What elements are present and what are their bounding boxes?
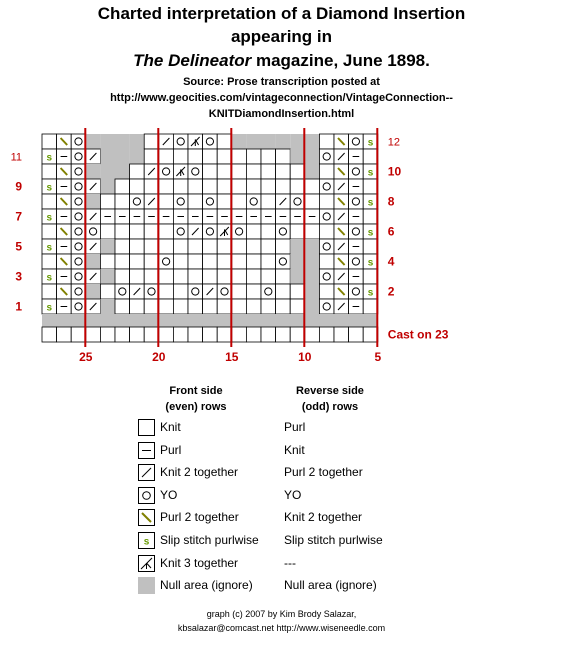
chart-cell-r9-c1-symbol: s [46, 182, 53, 194]
chart-cell-r8-c6 [115, 194, 130, 209]
chart-cell-r1-c16 [261, 299, 276, 314]
chart-cell-r12-c8 [144, 134, 159, 149]
chart-cell-r6-c5 [100, 224, 115, 239]
chart-cell-r4-c17 [276, 254, 291, 269]
chart-cell-r4-c9 [159, 254, 174, 269]
chart-cell-r9-c7 [130, 179, 145, 194]
chart-cell-r2-c5 [100, 284, 115, 299]
chart-cell-r2-c11 [188, 284, 203, 299]
legend-front-label: YO [160, 487, 178, 502]
chart-cell-r4-c10 [173, 254, 188, 269]
chart-cell-r10-c6 [115, 164, 130, 179]
chart-cell-r1-c6 [115, 299, 130, 314]
title-line-3-rest: magazine, June 1898. [251, 51, 430, 70]
chart-cell-r5-c19 [305, 239, 320, 254]
chart-cell-r2-c10 [173, 284, 188, 299]
legend-front-label: Knit 2 together [160, 465, 239, 480]
cast-on-cell-18 [290, 327, 305, 342]
chart-cell-r6-c20 [319, 224, 334, 239]
legend-header-reverse: Reverse side (odd) rows [296, 385, 364, 413]
legend-front-label: Knit [160, 420, 181, 434]
chart-cell-r8-c19 [305, 194, 320, 209]
chart-cell-r10-c23-symbol: s [367, 167, 374, 179]
row-label-3: 3 [15, 269, 22, 284]
chart-cell-r9-c6 [115, 179, 130, 194]
legend-header-front: Front side (even) rows [165, 385, 227, 413]
chart-cell-r6-c19 [305, 224, 320, 239]
chart-cell-r2-c16 [261, 284, 276, 299]
legend-reverse-label: YO [284, 487, 302, 502]
chart-cell-r2-c6 [115, 284, 130, 299]
title-line-2: appearing in [230, 27, 333, 46]
chart-cell-r8-c13 [217, 194, 232, 209]
chart-cell-r10-c13 [217, 164, 232, 179]
chart-cell-r5-c7 [130, 239, 145, 254]
legend-front-label: Purl [160, 442, 182, 457]
chart-cell-r2-c3 [71, 284, 86, 299]
chart-cell-r1-c9 [159, 299, 174, 314]
legend-symbol-p-icon [138, 442, 155, 459]
legend-front-label: Purl 2 together [160, 510, 239, 525]
chart-cell-r3-c15 [246, 269, 261, 284]
chart-cell-r9-c23 [363, 179, 378, 194]
chart-cell-r3-c1-symbol: s [46, 272, 53, 284]
chart-cell-r6-c22 [349, 224, 364, 239]
chart-cell-r12-c4 [86, 134, 101, 149]
chart-cell-r10-c18 [290, 164, 305, 179]
title-line-1: Charted interpretation of a Diamond Insertion [97, 4, 466, 23]
row-label-6: 6 [387, 224, 395, 239]
chart-cell-r10-c4 [86, 164, 101, 179]
chart-cell-r1-c7 [130, 299, 145, 314]
chart-cell-r4-c7 [130, 254, 145, 269]
chart-cell-r12-c3 [71, 134, 86, 149]
chart-cell-r4-c14 [232, 254, 247, 269]
chart-cell-r5-c11 [188, 239, 203, 254]
chart-cell-r11-c16 [261, 149, 276, 164]
chart-cell-r8-c12 [203, 194, 218, 209]
chart-cell-r3-c14 [232, 269, 247, 284]
chart-cell-r9-c19 [305, 179, 320, 194]
chart-cell-r6-c1 [42, 224, 57, 239]
chart-cell-r6-c12 [203, 224, 218, 239]
chart-cell-r1-c5 [100, 299, 115, 314]
chart-cell-r8-c7 [130, 194, 145, 209]
chart-cell-r8-c10 [173, 194, 188, 209]
chart-cell-r5-c14 [232, 239, 247, 254]
chart-cell-r8-c18 [290, 194, 305, 209]
cast-on-cell-1 [42, 327, 57, 342]
chart-cell-r11-c6 [115, 149, 130, 164]
svg-text:s: s [143, 536, 150, 548]
chart-cell-r3-c20 [319, 269, 334, 284]
chart-cell-r11-c7 [130, 149, 145, 164]
chart-cell-r10-c9 [159, 164, 174, 179]
chart-cell-r1-c19 [305, 299, 320, 314]
legend-symbol-o-icon [138, 487, 155, 504]
chart-cell-r12-c5 [100, 134, 115, 149]
chart-cell-r3-c23 [363, 269, 378, 284]
cast-on-cell-23 [363, 327, 378, 342]
chart-cell-r12-c16 [261, 134, 276, 149]
chart-cell-r9-c8 [144, 179, 159, 194]
chart-cell-r4-c11 [188, 254, 203, 269]
chart-cell-r4-c13 [217, 254, 232, 269]
chart-cell-r3-c5 [100, 269, 115, 284]
cast-on-cell-21 [334, 327, 349, 342]
row-label-10: 10 [387, 164, 402, 179]
chart-cell-r8-c15 [246, 194, 261, 209]
chart-cell-r5-c18 [290, 239, 305, 254]
chart-cell-r10-c14 [232, 164, 247, 179]
chart-cell-r8-c11 [188, 194, 203, 209]
chart-cell-r4-c16 [261, 254, 276, 269]
chart-cell-r12-c12 [203, 134, 218, 149]
chart-cell-r3-c13 [217, 269, 232, 284]
chart-cell-r9-c18 [290, 179, 305, 194]
chart-cell-r2-c1 [42, 284, 57, 299]
cast-on-cell-9 [159, 327, 174, 342]
chart-cell-r3-c17 [276, 269, 291, 284]
chart-cell-r11-c5 [100, 149, 115, 164]
chart-cell-r11-c20 [319, 149, 334, 164]
row-label-4: 4 [387, 254, 395, 269]
chart-cell-r4-c20 [319, 254, 334, 269]
footer-copyright: graph (c) 2007 by Kim Brody Salazar, [206, 609, 357, 619]
chart-cell-r1-c18 [290, 299, 305, 314]
chart-cell-r10-c17 [276, 164, 291, 179]
chart-cell-r11-c15 [246, 149, 261, 164]
chart-cell-r11-c14 [232, 149, 247, 164]
null-band [42, 314, 378, 327]
legend-symbol-s-icon [138, 532, 155, 549]
chart-cell-r5-c23 [363, 239, 378, 254]
chart-cell-r7-c1-symbol: s [46, 212, 53, 224]
chart-cell-r12-c14 [232, 134, 247, 149]
cast-on-cell-8 [144, 327, 159, 342]
chart-cell-r2-c13 [217, 284, 232, 299]
chart-cell-r6-c8 [144, 224, 159, 239]
column-label-15: 15 [225, 350, 239, 364]
row-label-12: 12 [387, 136, 401, 149]
chart-cell-r11-c9 [159, 149, 174, 164]
footer-contact[interactable]: kbsalazar@comcast.net http://www.wiseneedle.com [177, 623, 386, 633]
cast-on-cell-15 [246, 327, 261, 342]
chart-cell-r10-c1 [42, 164, 57, 179]
cast-on-cell-13 [217, 327, 232, 342]
legend-reverse-label: Knit [284, 442, 305, 457]
chart-cell-r12-c18 [290, 134, 305, 149]
cast-on-cell-5 [100, 327, 115, 342]
cast-on-cell-19 [305, 327, 320, 342]
cast-on-cell-6 [115, 327, 130, 342]
chart-cell-r11-c17 [276, 149, 291, 164]
chart-cell-r4-c18 [290, 254, 305, 269]
chart-cell-r3-c8 [144, 269, 159, 284]
chart-cell-r5-c6 [115, 239, 130, 254]
chart-cell-r6-c6 [115, 224, 130, 239]
row-label-2: 2 [387, 284, 395, 299]
chart-cell-r5-c13 [217, 239, 232, 254]
chart-cell-r1-c15 [246, 299, 261, 314]
cast-on-cell-11 [188, 327, 203, 342]
chart-cell-r9-c9 [159, 179, 174, 194]
chart-cell-r9-c13 [217, 179, 232, 194]
chart-cell-r6-c23-symbol: s [367, 227, 374, 239]
chart-cell-r7-c20 [319, 209, 334, 224]
chart-cell-r8-c20 [319, 194, 334, 209]
chart-cell-r2-c14 [232, 284, 247, 299]
chart-cell-r3-c11 [188, 269, 203, 284]
chart-cell-r7-c3 [71, 209, 86, 224]
chart-cell-r4-c1 [42, 254, 57, 269]
chart-cell-r10-c12 [203, 164, 218, 179]
chart-cell-r1-c14 [232, 299, 247, 314]
chart-cell-r1-c13 [217, 299, 232, 314]
chart-cell-r4-c6 [115, 254, 130, 269]
chart-cell-r2-c17 [276, 284, 291, 299]
chart-cell-r8-c9 [159, 194, 174, 209]
row-label-9: 9 [15, 179, 22, 194]
legend-symbol-p2tog-icon [138, 509, 155, 526]
chart-cell-r8-c16 [261, 194, 276, 209]
chart-cell-r11-c12 [203, 149, 218, 164]
chart-cell-r4-c22 [349, 254, 364, 269]
chart-cell-r10-c20 [319, 164, 334, 179]
legend-reverse-label: Null area (ignore) [284, 578, 377, 593]
chart-cell-r6-c7 [130, 224, 145, 239]
chart-cell-r1-c12 [203, 299, 218, 314]
chart-cell-r1-c3 [71, 299, 86, 314]
chart-cell-r12-c20 [319, 134, 334, 149]
column-label-25: 25 [79, 350, 93, 364]
chart-cell-r4-c4 [86, 254, 101, 269]
chart-cell-r2-c4 [86, 284, 101, 299]
row-label-11: 11 [10, 151, 22, 164]
chart-cell-r5-c9 [159, 239, 174, 254]
legend-symbol-k2tog-icon [138, 464, 155, 481]
chart-cell-r2-c18 [290, 284, 305, 299]
chart-cell-r9-c14 [232, 179, 247, 194]
chart-cell-r1-c23 [363, 299, 378, 314]
chart-cell-r11-c8 [144, 149, 159, 164]
chart-cell-r2-c20 [319, 284, 334, 299]
chart-cell-r9-c5 [100, 179, 115, 194]
legend-reverse-label: Slip stitch purlwise [284, 533, 383, 547]
chart-cell-r2-c23-symbol: s [367, 287, 374, 299]
chart-cell-r10-c16 [261, 164, 276, 179]
chart-cell-r8-c14 [232, 194, 247, 209]
chart-cell-r6-c17 [276, 224, 291, 239]
chart-cell-r3-c3 [71, 269, 86, 284]
chart-cell-r8-c3 [71, 194, 86, 209]
chart-cell-r11-c3 [71, 149, 86, 164]
chart-cell-r10-c22 [349, 164, 364, 179]
chart-cell-r12-c1 [42, 134, 57, 149]
chart-cell-r9-c11 [188, 179, 203, 194]
chart-cell-r12-c7 [130, 134, 145, 149]
legend-symbol-N-icon [138, 577, 155, 594]
chart-cell-r3-c9 [159, 269, 174, 284]
cast-on-cell-12 [203, 327, 218, 342]
column-label-10: 10 [298, 350, 312, 364]
chart-cell-r12-c13 [217, 134, 232, 149]
legend-symbol-k3tog-icon [138, 555, 155, 572]
cast-on-cell-14 [232, 327, 247, 342]
chart-cell-r11-c13 [217, 149, 232, 164]
chart-cell-r5-c8 [144, 239, 159, 254]
chart-cell-r1-c8 [144, 299, 159, 314]
chart-cell-r3-c7 [130, 269, 145, 284]
cast-on-cell-2 [57, 327, 72, 342]
legend-reverse-label: Knit 2 together [284, 510, 363, 525]
chart-cell-r5-c3 [71, 239, 86, 254]
chart-cell-r2-c9 [159, 284, 174, 299]
chart-cell-r3-c12 [203, 269, 218, 284]
chart-cell-r2-c8 [144, 284, 159, 299]
chart-cell-r8-c1 [42, 194, 57, 209]
legend-symbol-k-icon [138, 419, 155, 436]
source-url-line-2[interactable]: KNITDiamondInsertion.html [208, 108, 355, 120]
chart-cell-r9-c10 [173, 179, 188, 194]
chart-cell-r6-c14 [232, 224, 247, 239]
source-line-1: Source: Prose transcription posted at [183, 76, 380, 88]
chart-cell-r8-c5 [100, 194, 115, 209]
row-label-8: 8 [387, 194, 395, 209]
legend-front-label: Slip stitch purlwise [160, 533, 259, 547]
chart-cell-r9-c3 [71, 179, 86, 194]
chart-cell-r11-c11 [188, 149, 203, 164]
chart-cell-r5-c12 [203, 239, 218, 254]
chart-cell-r11-c23 [363, 149, 378, 164]
legend-reverse-label: --- [284, 555, 296, 570]
chart-cell-r2-c22 [349, 284, 364, 299]
cast-on-cell-4 [86, 327, 101, 342]
chart-cell-r12-c23-symbol: s [367, 137, 374, 149]
chart-cell-r6-c9 [159, 224, 174, 239]
chart-cell-r6-c3 [71, 224, 86, 239]
chart-cell-r5-c16 [261, 239, 276, 254]
cast-on-cell-3 [71, 327, 86, 342]
chart-cell-r9-c20 [319, 179, 334, 194]
chart-cell-r10-c5 [100, 164, 115, 179]
chart-cell-r3-c16 [261, 269, 276, 284]
chart-cell-r1-c10 [173, 299, 188, 314]
chart-cell-r6-c15 [246, 224, 261, 239]
source-url-line-1[interactable]: http://www.geocities.com/vintageconnection/VintageConnection-- [110, 92, 453, 104]
chart-cell-r5-c10 [173, 239, 188, 254]
cast-on-cell-7 [130, 327, 145, 342]
chart-cell-r3-c19 [305, 269, 320, 284]
chart-cell-r8-c4 [86, 194, 101, 209]
column-label-5: 5 [374, 350, 382, 364]
legend-front-label: Knit 3 together [160, 555, 239, 570]
chart-cell-r9-c15 [246, 179, 261, 194]
chart-cell-r5-c5 [100, 239, 115, 254]
chart-cell-r4-c19 [305, 254, 320, 269]
row-label-1: 1 [15, 299, 22, 314]
chart-cell-r10-c15 [246, 164, 261, 179]
chart-cell-r5-c20 [319, 239, 334, 254]
chart-cell-r3-c10 [173, 269, 188, 284]
column-label-20: 20 [152, 350, 166, 364]
chart-cell-r6-c10 [173, 224, 188, 239]
chart-cell-r1-c11 [188, 299, 203, 314]
chart-cell-r5-c17 [276, 239, 291, 254]
chart-cell-r11-c18 [290, 149, 305, 164]
chart-cell-r1-c1-symbol: s [46, 302, 53, 314]
chart-cell-r3-c6 [115, 269, 130, 284]
row-label-7: 7 [15, 209, 22, 224]
chart-cell-r8-c22 [349, 194, 364, 209]
cast-on-cell-16 [261, 327, 276, 342]
chart-cell-r4-c15 [246, 254, 261, 269]
chart-cell-r7-c23 [363, 209, 378, 224]
row-label-5: 5 [15, 239, 22, 254]
chart-cell-r11-c10 [173, 149, 188, 164]
chart-cell-r4-c3 [71, 254, 86, 269]
chart-cell-r12-c15 [246, 134, 261, 149]
chart-cell-r10-c19 [305, 164, 320, 179]
chart-cell-r10-c3 [71, 164, 86, 179]
legend-reverse-label: Purl [284, 420, 306, 434]
legend-reverse-label: Purl 2 together [284, 465, 363, 480]
chart-cell-r4-c8 [144, 254, 159, 269]
chart-cell-r9-c16 [261, 179, 276, 194]
chart-cell-r3-c18 [290, 269, 305, 284]
chart-cell-r12-c17 [276, 134, 291, 149]
chart-cell-r9-c12 [203, 179, 218, 194]
chart-cell-r1-c20 [319, 299, 334, 314]
chart-cell-r12-c19 [305, 134, 320, 149]
legend-front-label: Null area (ignore) [160, 578, 253, 593]
chart-cell-r5-c1-symbol: s [46, 242, 53, 254]
chart-cell-r1-c17 [276, 299, 291, 314]
chart-cell-r4-c5 [100, 254, 115, 269]
cast-on-cell-22 [349, 327, 364, 342]
chart-cell-r9-c17 [276, 179, 291, 194]
chart-cell-r2-c19 [305, 284, 320, 299]
chart-cell-r2-c15 [246, 284, 261, 299]
chart-cell-r4-c23-symbol: s [367, 257, 374, 269]
chart-cell-r12-c6 [115, 134, 130, 149]
chart-cell-r8-c23-symbol: s [367, 197, 374, 209]
cast-on-cell-10 [173, 327, 188, 342]
cast-on-label: Cast on 23 [387, 327, 449, 342]
chart-cell-r6-c4 [86, 224, 101, 239]
cast-on-cell-17 [276, 327, 291, 342]
chart-cell-r4-c12 [203, 254, 218, 269]
chart-cell-r11-c1-symbol: s [46, 152, 53, 164]
chart-cell-r12-c22 [349, 134, 364, 149]
chart-cell-r10-c7 [130, 164, 145, 179]
magazine-name: The Delineator [133, 51, 252, 70]
chart-cell-r5-c15 [246, 239, 261, 254]
chart-cell-r6-c18 [290, 224, 305, 239]
chart-cell-r6-c16 [261, 224, 276, 239]
chart-cell-r12-c10 [173, 134, 188, 149]
chart-cell-r11-c19 [305, 149, 320, 164]
chart-cell-r10-c11 [188, 164, 203, 179]
cast-on-cell-20 [319, 327, 334, 342]
